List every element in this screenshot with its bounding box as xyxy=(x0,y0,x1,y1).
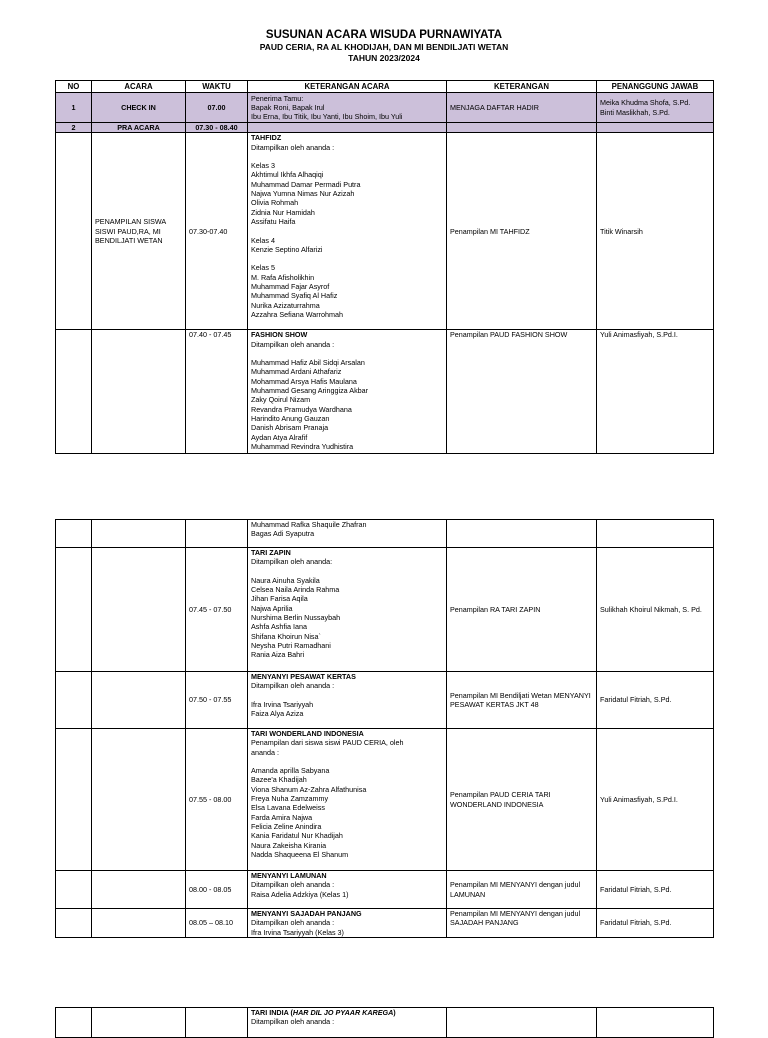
row-keterangan-acara xyxy=(248,871,447,909)
row-keterangan-acara xyxy=(248,548,447,672)
performance-title: FASHION SHOW xyxy=(251,330,308,340)
list-item: Naura Ainuha Syakila xyxy=(251,575,320,585)
list-item: Ifra Irvina Tsariyyah xyxy=(251,699,314,709)
list-item: Elsa Lavana Edelweiss xyxy=(251,803,325,813)
performance-title xyxy=(251,1008,443,1017)
col-header-penanggung-jawab: PENANGGUNG JAWAB xyxy=(597,81,714,93)
performance-title: MENYANYI PESAWAT KERTAS xyxy=(251,672,356,681)
list-item: Olivia Rohmah xyxy=(251,198,299,208)
table-header-row xyxy=(56,81,714,93)
list-item: Farda Amira Najwa xyxy=(251,812,313,822)
table-row-tari-india xyxy=(56,1008,714,1038)
text-line: Bapak Roni, Bapak Irul xyxy=(251,102,325,112)
row-acara: PENAMPILAN SISWA SISWI PAUD,RA, MI BENDILJATI WETAN xyxy=(92,133,186,330)
col-header-no: NO xyxy=(56,81,92,93)
row-acara xyxy=(92,871,186,909)
list-item: Muhammad Syafiq Al Hafiz xyxy=(251,291,338,301)
row-keterangan: Penampilan MI MENYANYI dengan judul LAMUNAN xyxy=(447,871,597,909)
performance-title: TARI WONDERLAND INDONESIA xyxy=(251,729,364,738)
list-item: Freya Nuha Zamzammy xyxy=(251,794,329,804)
table-row-tari-zapin xyxy=(56,548,714,672)
text-line: Binti Maslikhah, S.Pd. xyxy=(600,107,670,117)
row-no xyxy=(56,548,92,672)
list-item: Najwa Yumna Nimas Nur Azizah xyxy=(251,189,355,199)
row-keterangan: Penampilan MI MENYANYI dengan judul SAJADAH PANJANG xyxy=(447,909,597,938)
list-item: Azzahra Sefiana Warrohmah xyxy=(251,309,344,319)
row-no xyxy=(56,520,92,548)
row-keterangan-acara xyxy=(248,93,447,123)
row-keterangan-acara xyxy=(248,520,447,548)
row-keterangan-acara xyxy=(248,672,447,729)
list-item: Zaky Qoirul Nizam xyxy=(251,395,311,405)
list-item: Bazee'a Khadijah xyxy=(251,775,307,785)
list-item: Kania Faridatul Nur Khadijah xyxy=(251,831,343,841)
row-no xyxy=(56,729,92,871)
row-penanggung-jawab: Yuli Animasfiyah, S.Pd.I. xyxy=(597,729,714,871)
row-waktu: 07.30-07.40 xyxy=(186,133,248,330)
row-keterangan: Penampilan RA TARI ZAPIN xyxy=(447,548,597,672)
table-row-sajadah-panjang xyxy=(56,909,714,938)
row-acara xyxy=(92,548,186,672)
row-waktu: 07.40 - 07.45 xyxy=(186,330,248,454)
text-line: Ditampilkan oleh ananda : xyxy=(251,142,335,152)
table-row-fashion-show xyxy=(56,330,714,454)
list-item: Faiza Alya Aziza xyxy=(251,709,304,719)
list-item: M. Rafa Afisholikhin xyxy=(251,272,315,282)
row-waktu: 07.30 - 08.40 xyxy=(186,123,248,133)
row-acara xyxy=(92,520,186,548)
row-waktu xyxy=(186,520,248,548)
row-acara: CHECK IN xyxy=(92,93,186,123)
list-item: Nurika Azizaturrahma xyxy=(251,300,320,310)
document-subtitle: PAUD CERIA, RA AL KHODIJAH, DAN MI BENDILJATI WETAN xyxy=(259,42,509,52)
list-item: Muhammad Rafka Shaquile Zhafran xyxy=(251,520,367,529)
text-line: Meika Khudma Shofa, S.Pd. xyxy=(600,98,691,108)
list-item: Zidnia Nur Hamidah xyxy=(251,207,315,217)
list-item: Amanda aprilla Sabyana xyxy=(251,766,330,776)
row-keterangan: Penampilan PAUD CERIA TARI WONDERLAND INDONESIA xyxy=(447,729,597,871)
row-waktu: 08.05 – 08.10 xyxy=(186,909,248,938)
text-line: Kelas 4 xyxy=(251,235,275,245)
row-waktu: 08.00 - 08.05 xyxy=(186,871,248,909)
list-item: Ashfa Ashfia Iana xyxy=(251,622,307,632)
list-item: Muhammad Fajar Asyrof xyxy=(251,282,330,292)
row-keterangan: Penampilan PAUD FASHION SHOW xyxy=(447,330,597,454)
row-penanggung-jawab: Faridatul Fitriah, S.Pd. xyxy=(597,909,714,938)
list-item: Raisa Adelia Adzkiya (Kelas 1) xyxy=(251,889,349,899)
document-year: TAHUN 2023/2024 xyxy=(348,53,420,63)
row-no xyxy=(56,330,92,454)
text-line: Ditampilkan oleh ananda : xyxy=(251,681,335,691)
col-header-waktu: WAKTU xyxy=(186,81,248,93)
list-item: Kenzie Septino Alfarizi xyxy=(251,244,323,254)
text-line: Ditampilkan oleh ananda : xyxy=(251,1017,335,1027)
list-item: Muhammad Revindra Yudhistira xyxy=(251,441,354,451)
row-penanggung-jawab: Titik Winarsih xyxy=(597,133,714,330)
row-penanggung-jawab: Yuli Animasfiyah, S.Pd.I. xyxy=(597,330,714,454)
text-line: Ditampilkan oleh ananda : xyxy=(251,918,335,928)
row-penanggung-jawab xyxy=(597,93,714,123)
col-header-acara: ACARA xyxy=(92,81,186,93)
table-row-pra-acara xyxy=(56,123,714,133)
row-keterangan: MENJAGA DAFTAR HADIR xyxy=(447,93,597,123)
row-acara xyxy=(92,909,186,938)
list-item: Muhammad Ardani Athafariz xyxy=(251,367,342,377)
document-header xyxy=(0,28,768,64)
row-empty xyxy=(597,123,714,133)
row-no xyxy=(56,1008,92,1038)
row-waktu: 07.50 - 07.55 xyxy=(186,672,248,729)
row-keterangan-acara xyxy=(248,133,447,330)
schedule-table-page-2 xyxy=(55,519,714,938)
row-keterangan-acara xyxy=(248,330,447,454)
title-part: ) xyxy=(393,1008,396,1017)
row-waktu: 07.00 xyxy=(186,93,248,123)
row-no xyxy=(56,871,92,909)
text-line: Penerima Tamu: xyxy=(251,93,304,103)
row-acara xyxy=(92,1008,186,1038)
row-no xyxy=(56,672,92,729)
row-acara xyxy=(92,330,186,454)
table-row-pesawat-kertas xyxy=(56,672,714,729)
row-no xyxy=(56,909,92,938)
row-keterangan xyxy=(447,520,597,548)
list-item: Neysha Putri Ramadhani xyxy=(251,640,331,650)
row-empty xyxy=(447,123,597,133)
table-row-fashion-show-cont xyxy=(56,520,714,548)
row-penanggung-jawab xyxy=(597,520,714,548)
list-item: Nadda Shaqueena El Shanum xyxy=(251,849,349,859)
list-item: Muhammad Damar Permadi Putra xyxy=(251,179,361,189)
performance-title: MENYANYI LAMUNAN xyxy=(251,871,327,880)
row-empty xyxy=(248,123,447,133)
list-item: Naura Zakeisha Kirania xyxy=(251,840,327,850)
table-row-lamunan xyxy=(56,871,714,909)
list-item: Muhammad Hafiz Abil Sidqi Arsalan xyxy=(251,358,365,368)
row-keterangan xyxy=(447,1008,597,1038)
row-keterangan-acara xyxy=(248,729,447,871)
schedule-table-page-3 xyxy=(55,1007,714,1038)
performance-title: MENYANYI SAJADAH PANJANG xyxy=(251,909,362,918)
document-title: SUSUNAN ACARA WISUDA PURNAWIYATA xyxy=(265,29,503,41)
row-acara xyxy=(92,729,186,871)
row-penanggung-jawab: Faridatul Fitriah, S.Pd. xyxy=(597,672,714,729)
title-part: TARI INDIA ( xyxy=(251,1008,293,1017)
row-acara xyxy=(92,672,186,729)
list-item: Akhtimul Ikhfa Alhaqiqi xyxy=(251,170,324,180)
performance-title: TARI ZAPIN xyxy=(251,548,291,557)
row-penanggung-jawab xyxy=(597,1008,714,1038)
list-item: Nurshima Berlin Nussaybah xyxy=(251,613,341,623)
text-line: Penampilan dari siswa siswi PAUD CERIA, oleh ananda : xyxy=(251,738,404,757)
table-row-wonderland-indonesia xyxy=(56,729,714,871)
row-keterangan: Penampilan MI TAHFIDZ xyxy=(447,133,597,330)
row-waktu: 07.45 - 07.50 xyxy=(186,548,248,672)
text-line: Ditampilkan oleh ananda: xyxy=(251,557,333,567)
list-item: Ifra Irvina Tsariyyah (Kelas 3) xyxy=(251,927,344,937)
table-row-checkin xyxy=(56,93,714,123)
text-line: Ditampilkan oleh ananda : xyxy=(251,339,335,349)
row-acara: PRA ACARA xyxy=(92,123,186,133)
table-row-tahfidz xyxy=(56,133,714,330)
list-item: Harindito Anung Gauzan xyxy=(251,413,330,423)
row-no: 1 xyxy=(56,93,92,123)
text-line: Kelas 5 xyxy=(251,263,275,273)
col-header-keterangan: KETERANGAN xyxy=(447,81,597,93)
list-item: Celsea Naila Arinda Rahma xyxy=(251,585,340,595)
row-keterangan-acara xyxy=(248,909,447,938)
row-keterangan-acara xyxy=(248,1008,447,1038)
list-item: Mohammad Arsya Hafis Maulana xyxy=(251,376,357,386)
schedule-table-page-1 xyxy=(55,80,714,454)
title-part: HAR DIL JO PYAAR KAREGA xyxy=(292,1008,394,1017)
row-waktu xyxy=(186,1008,248,1038)
row-penanggung-jawab: Faridatul Fitriah, S.Pd. xyxy=(597,871,714,909)
row-waktu: 07.55 - 08.00 xyxy=(186,729,248,871)
performance-title: TAHFIDZ xyxy=(251,133,282,143)
text-line: Kelas 3 xyxy=(251,161,275,171)
list-item: Revandra Pramudya Wardhana xyxy=(251,404,352,414)
list-item: Danish Abrisam Pranaja xyxy=(251,423,329,433)
row-no xyxy=(56,133,92,330)
col-header-keterangan-acara: KETERANGAN ACARA xyxy=(248,81,447,93)
list-item: Aydan Atya Alrafif xyxy=(251,432,308,442)
text-line: Ibu Erna, Ibu Titik, Ibu Yanti, Ibu Shoim, Ibu Yuli xyxy=(251,112,403,122)
row-penanggung-jawab: Sulikhah Khoirul Nikmah, S. Pd. xyxy=(597,548,714,672)
list-item: Viona Shanum Az-Zahra Alfathunisa xyxy=(251,784,367,794)
row-no: 2 xyxy=(56,123,92,133)
list-item: Felicia Zeline Anindira xyxy=(251,821,322,831)
row-keterangan: Penampilan MI Bendiljati Wetan MENYANYI PESAWAT KERTAS JKT 48 xyxy=(447,672,597,729)
list-item: Shifana Khoirun Nisa` xyxy=(251,631,321,641)
list-item: Rania Aiza Bahri xyxy=(251,650,305,660)
text-line: Ditampilkan oleh ananda : xyxy=(251,880,335,890)
list-item: Bagas Adi Syaputra xyxy=(251,529,315,539)
list-item: Najwa Aprilia xyxy=(251,603,293,613)
list-item: Assifatu Haifa xyxy=(251,216,296,226)
list-item: Muhammad Gesang Aringgiza Akbar xyxy=(251,386,369,396)
list-item: Jihan Farisa Aqila xyxy=(251,594,308,604)
